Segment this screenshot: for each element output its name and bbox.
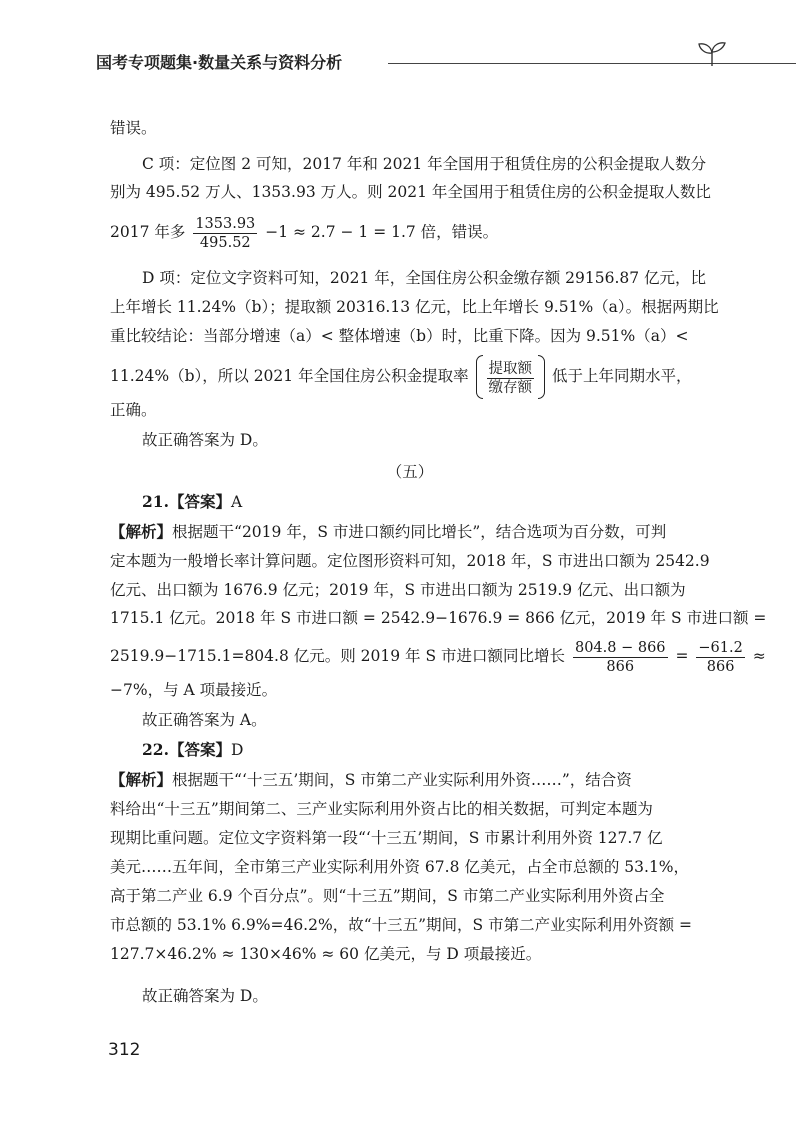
text-line: 正确。: [110, 401, 157, 419]
text-line: 重比较结论：当部分增速（a）< 整体增速（b）时，比重下降。因为 9.51%（a）<: [110, 327, 689, 345]
text-line: D 项：定位文字资料可知，2021 年，全国住房公积金缴存额 29156.87 亿元，比: [142, 269, 707, 287]
answer-label: 22.【答案】: [142, 740, 231, 759]
formula-line: [110, 214, 710, 252]
analysis-label: 【解析】: [110, 770, 173, 789]
text-line: 别为 495.52 万人、1353.93 万人。则 2021 年全国用于租赁住房的公积金提取人数比: [110, 183, 711, 201]
header-rule: [388, 63, 796, 64]
analysis-line: [110, 768, 710, 792]
text-line: 127.7×46.2% ≈ 130×46% ≈ 60 亿美元，与 D 项最接近。: [110, 945, 542, 963]
text-line: 市总额的 53.1% 6.9%=46.2%，故“十三五”期间，S 市第二产业实际利用外资额 =: [110, 916, 693, 934]
answer-value: D: [230, 741, 244, 759]
fraction-numerator: 提取额: [488, 360, 533, 377]
answer-line: [142, 738, 742, 762]
fraction: [487, 360, 535, 397]
parenthesized-fraction: [476, 357, 546, 397]
fraction-denominator: 缴存额: [488, 379, 533, 396]
conclusion-line: 故正确答案为 D。: [142, 431, 268, 449]
text-line: C 项：定位图 2 可知，2017 年和 2021 年全国用于租赁住房的公积金提取人数分: [142, 155, 707, 173]
running-header: [96, 44, 716, 74]
text-line: 亿元、出口额为 1676.9 亿元；2019 年，S 市进出口额为 2519.9 亿元、出口额为: [110, 581, 686, 599]
text-line: 定本题为一般增长率计算问题。定位图形资料可知，2018 年，S 市进出口额为 2542.9: [110, 552, 710, 570]
text-line: 错误。: [110, 119, 157, 137]
answer-value: A: [230, 493, 243, 511]
sprout-icon: [696, 40, 728, 68]
text-fragment: −1 ≈ 2.7 − 1 = 1.7 倍，错误。: [265, 223, 499, 241]
equals-sign: =: [675, 647, 689, 665]
conclusion-line: 故正确答案为 D。: [142, 987, 268, 1005]
formula-line: [110, 356, 710, 397]
fraction-numerator: −61.2: [698, 639, 743, 656]
section-heading: （五）: [386, 463, 434, 481]
text-line: 美元……五年间，全市第三产业实际利用外资 67.8 亿美元，占全市总额的 53.1%，: [110, 858, 690, 876]
text-fragment: 2017 年多: [110, 223, 186, 241]
fraction-denominator: 495.52: [199, 234, 251, 251]
fraction-denominator: 866: [706, 658, 735, 675]
text-line: 现期比重问题。定位文字资料第一段“‘十三五’期间，S 市累计利用外资 127.7 亿: [110, 829, 663, 847]
fraction: [573, 639, 668, 676]
text-line: 料给出“十三五”期间第二、三产业实际利用外资占比的相关数据，可判定本题为: [110, 800, 653, 818]
fraction-numerator: 1353.93: [195, 215, 256, 232]
fraction-denominator: 866: [606, 658, 635, 675]
text-line: −7%，与 A 项最接近。: [110, 681, 278, 699]
analysis-label: 【解析】: [110, 522, 173, 541]
analysis-line: [110, 520, 710, 544]
text-fragment: 低于上年同期水平，: [551, 367, 692, 385]
text-line: 上年增长 11.24%（b）；提取额 20316.13 亿元，比上年增长 9.51%（a）。根据两期比: [110, 298, 719, 316]
text-fragment: 2519.9−1715.1=804.8 亿元。则 2019 年 S 市进口额同比增长: [110, 647, 566, 665]
text-fragment: 根据题干“2019 年，S 市进口额约同比增长”，结合选项为百分数，可判: [172, 523, 667, 541]
fraction: [193, 215, 257, 252]
fraction: [696, 639, 744, 676]
text-line: 1715.1 亿元。2018 年 S 市进口额 = 2542.9−1676.9 = 866 亿元，2019 年 S 市进口额 =: [110, 609, 767, 627]
header-title: 国考专项题集·数量关系与资料分析: [96, 53, 343, 72]
formula-line: [110, 636, 766, 676]
page-number: 312: [108, 1040, 141, 1060]
fraction-numerator: 804.8 − 866: [574, 639, 666, 656]
text-fragment: 根据题干“‘十三五’期间，S 市第二产业实际利用外资……”，结合资: [172, 771, 632, 789]
text-fragment: ≈: [752, 647, 766, 665]
text-line: 高于第二产业 6.9 个百分点”。则“十三五”期间，S 市第二产业实际利用外资占全: [110, 887, 665, 905]
answer-label: 21.【答案】: [142, 492, 231, 511]
answer-line: [142, 490, 742, 514]
conclusion-line: 故正确答案为 A。: [142, 711, 267, 729]
text-fragment: 11.24%（b），所以 2021 年全国住房公积金提取率: [110, 367, 469, 385]
